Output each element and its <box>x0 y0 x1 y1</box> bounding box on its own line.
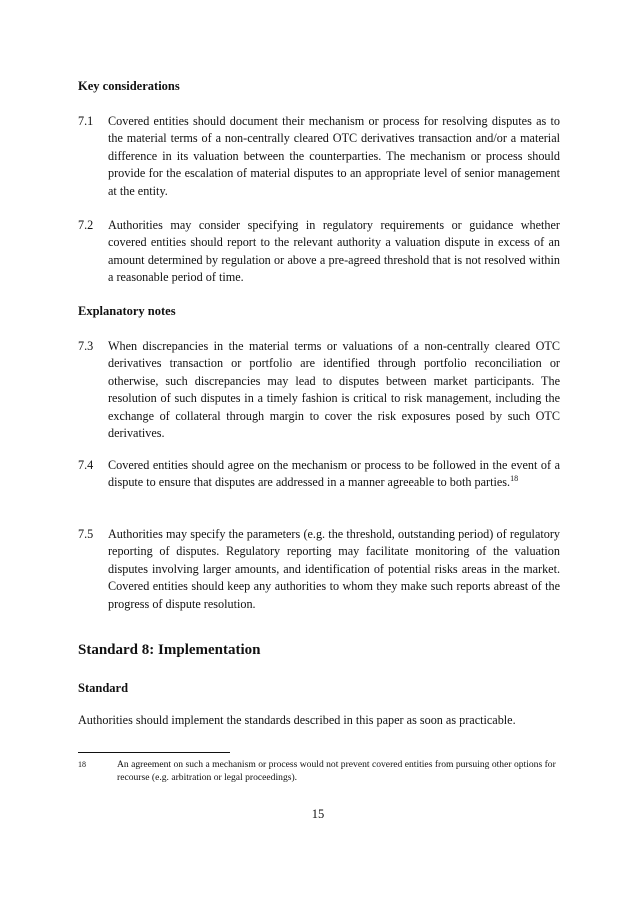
footnote-text: An agreement on such a mechanism or process would not prevent covered entities from pursuing other options for recourse (e.g. arbitration or legal proceedings). <box>117 759 556 783</box>
paragraph-body: Covered entities should agree on the mechanism or process to be followed in the event of a dispute to ensure that disputes are addressed in a manner agreeable to both parties. <box>108 458 560 490</box>
paragraph-number: 7.3 <box>78 339 94 353</box>
standard-text: Authorities should implement the standards described in this paper as soon as practicable. <box>78 713 516 727</box>
paragraph-7-3 <box>78 338 560 442</box>
standard-8-heading: Standard 8: Implementation <box>78 642 261 658</box>
standard-subheading: Standard <box>78 681 129 695</box>
paragraph-text <box>108 457 560 492</box>
key-considerations-heading: Key considerations <box>78 79 180 93</box>
paragraph-7-5 <box>78 526 560 613</box>
paragraph-number: 7.2 <box>78 218 94 232</box>
footnote-number: 18 <box>78 760 86 769</box>
explanatory-notes-heading: Explanatory notes <box>78 304 176 318</box>
page-number: 15 <box>311 807 325 821</box>
paragraph-7-4 <box>78 457 560 492</box>
footnote-divider <box>78 752 230 753</box>
paragraph-text: Covered entities should document their mechanism or process for resolving disputes as to the material terms of a non-centrally cleared OTC derivatives transaction and/or a material difference in its valuation between the counterparties. The mechanism or process should provide for the escalation of material disputes to an appropriate level of senior management at the entity. <box>108 114 560 198</box>
footnote <box>78 758 560 784</box>
paragraph-number: 7.5 <box>78 527 94 541</box>
paragraph-number: 7.1 <box>78 114 94 128</box>
paragraph-7-2 <box>78 217 560 287</box>
paragraph-text: Authorities may consider specifying in regulatory requirements or guidance whether covered entities should report to the relevant authority a valuation dispute in excess of an amount determined by regulation or above a pre-agreed threshold that is not resolved within a reasonable period of time. <box>108 218 560 285</box>
paragraph-text: Authorities may specify the parameters (e.g. the threshold, outstanding period) of regulatory reporting of disputes. Regulatory reporting may facilitate monitoring of the valuation disputes involving larger amounts, and identification of potential risks areas in the market. Covered entities should keep any authorities to whom they make such reports abreast of the progress of dispute resolution. <box>108 527 560 611</box>
paragraph-7-1 <box>78 113 560 200</box>
paragraph-number: 7.4 <box>78 458 94 472</box>
footnote-reference[interactable]: 18 <box>510 474 519 484</box>
paragraph-text: When discrepancies in the material terms or valuations of a non-centrally cleared OTC derivatives transaction or portfolio are identified through portfolio reconciliation or otherwise, such discrepancies may lead to disputes between market participants. The resolution of such disputes in a timely fashion is critical to risk management, including the exchange of collateral through margin to cover the risk exposures posed by such OTC derivatives. <box>108 339 560 441</box>
